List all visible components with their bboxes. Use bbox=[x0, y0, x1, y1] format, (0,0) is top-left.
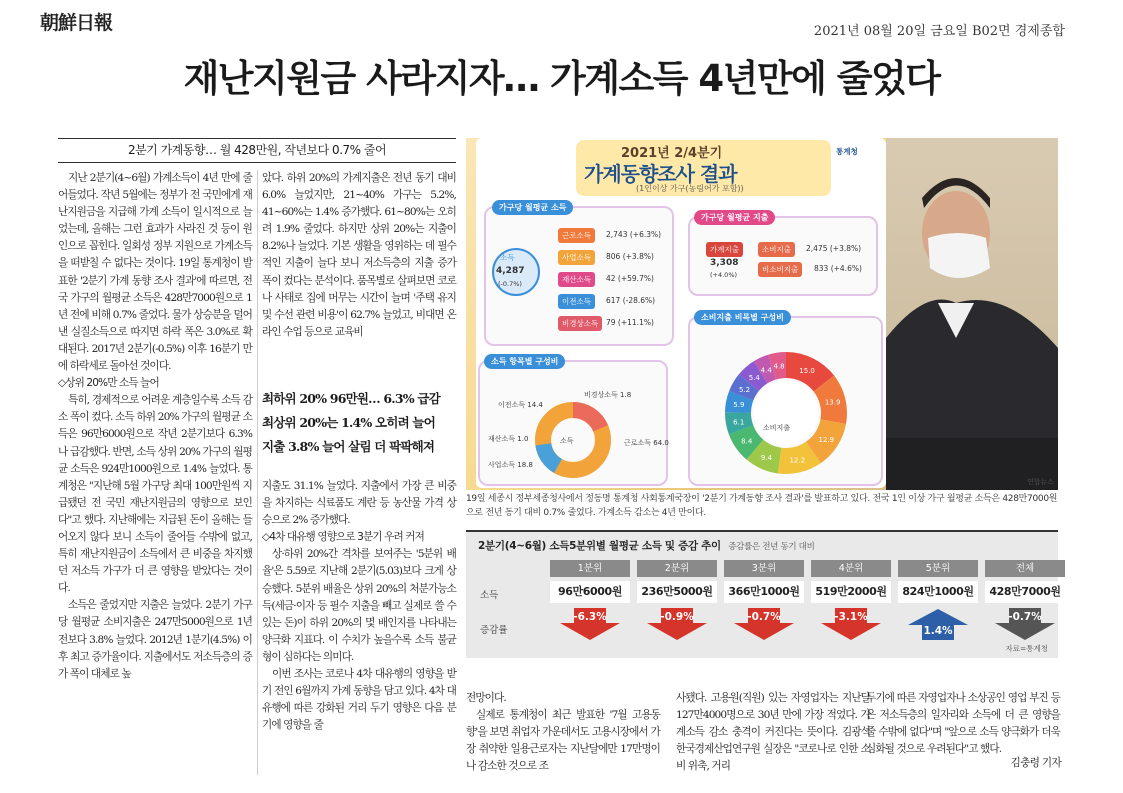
paragraph: 이번 조사는 코로나 4차 대유행의 영향을 받기 전인 6월까지 가계 동향을 담고 있다. 4차 대유행에 따른 강화된 거리 두기 영향은 다음 분기에 영향을 줄 bbox=[262, 668, 456, 732]
headline: 재난지원금 사라지자… 가계소득 4년만에 줄었다 bbox=[183, 57, 940, 100]
income-item-label: 사업소득 bbox=[558, 250, 595, 265]
consumption-slice-label: 13.9 bbox=[824, 398, 841, 407]
income-item-label: 재산소득 bbox=[558, 272, 595, 287]
quintile-change bbox=[550, 607, 630, 641]
quintile-column bbox=[724, 560, 804, 641]
donut-center bbox=[754, 381, 818, 445]
paragraph: 소득은 줄었지만 지출은 늘었다. 2분기 가구당 월평균 소비지출은 247만5000원으로 1년 전보다 3.8% 늘었다. 2012년 1분기(4.5%) 이후 최고 증가율이다. 지출에서도 저소득층의 증가 폭이 대체로 높 bbox=[58, 599, 252, 680]
quintile-income: 366만1000원 bbox=[724, 581, 804, 603]
pull-quotes bbox=[262, 387, 456, 459]
consumption-slice-label: 5.9 bbox=[733, 400, 745, 409]
pull-quote: 최하위 20% 96만원… 6.3% 급감 bbox=[262, 391, 440, 406]
income-item-value: 2,743 (+6.3%) bbox=[606, 230, 662, 239]
board-year: 2021년 2/4분기 bbox=[621, 146, 723, 161]
news-photo: 2021년 2/4분기 가계동향조사 결과 (1인이상 가구(농림어가 포함)) 통계청 가구당 월평균 소득 소득 4,287 (-0.7%) 가구당 월평균 지출 가계지출 3,308 (+4.0%) 소비지출 2,475 (+3.8%) 비소비지출 833 (+4.6%) 소득 항목별 구성비 소득 소비지출 비목별 구성비 15.0 13.9 12.9 12.2 9.4 8.4 6.1 5.9 5.2 5.4 4.4 4.8 소비지출 연합뉴스 근로소득 2,743 (+6.3%) 사업소득 806 (+3.8%) 재산소득 42 (+59.7%) 이전소득 617 (-28.6%) 비경상소득 79 (+11.1%) 이전소득 14.4 비경상소득 1.8 재산소득 1.0 근로소득 64.0 사업소득 18.8 bbox=[466, 138, 1058, 490]
consumption-donut bbox=[716, 348, 856, 478]
panel-title: 소비지출 비목별 구성비 bbox=[694, 310, 791, 325]
change-value: -0.7% bbox=[747, 611, 781, 623]
table-subtitle: 증감률은 전년 동기 대비 bbox=[728, 542, 815, 552]
statistics-korea-logo: 통계청 bbox=[836, 147, 858, 156]
table-source: 자료=통계청 bbox=[1005, 644, 1048, 653]
photo-caption: 19일 세종시 정부세종청사에서 정동명 통계청 사회통계국장이 '2분기 가계동향 조사 결과'를 발표하고 있다. 전국 1인 이상 가구 월평균 소득은 428만7000원으로 전년 동기 대비 0.7% 줄었다. 가계소득 감소는 4년 만이다. bbox=[466, 494, 1058, 518]
quintile-header: 5분위 bbox=[898, 560, 978, 577]
composition-label: 재산소득 1.0 bbox=[488, 435, 529, 443]
pull-quote: 최상위 20%는 1.4% 오히려 늘어 bbox=[262, 415, 435, 430]
paragraph: 사됐다. 고용원(직원) 있는 자영업자는 지난달 127만4000명으로 30년 만에 가장 적었다. 가계소득 감소 충격이 커진다는 뜻이다. 김광석 한국경제산업연구원 실장은 "코로나로 인한 소비 위축, 거리 bbox=[676, 692, 870, 773]
quintile-header: 1분위 bbox=[550, 560, 630, 577]
board-subtitle: (1인이상 가구(농림어가 포함)) bbox=[636, 184, 744, 193]
consumption-slice-label: 8.4 bbox=[741, 437, 753, 446]
quintile-income: 96만6000원 bbox=[550, 581, 630, 603]
consumption-slice-label: 5.2 bbox=[738, 385, 751, 394]
consumption-slice-label: 4.8 bbox=[773, 362, 785, 371]
section-subhead: ◇상위 20%만 소득 늘어 bbox=[58, 377, 159, 390]
quintile-column bbox=[550, 560, 630, 641]
composition-label: 비경상소득 1.8 bbox=[584, 391, 632, 399]
income-item-label: 이전소득 bbox=[558, 294, 595, 309]
income-quintile-table bbox=[466, 530, 1061, 658]
quintile-column bbox=[811, 560, 891, 641]
change-value: 1.4% bbox=[923, 625, 953, 637]
subheadline: 2분기 가계동향… 월 428만원, 작년보다 0.7% 줄어 bbox=[58, 138, 456, 163]
article-column-2-lower bbox=[262, 478, 456, 732]
presenter-silhouette bbox=[886, 138, 1058, 490]
pull-quote: 지출 3.8% 늘어 살림 더 팍팍해져 bbox=[262, 439, 435, 454]
paragraph: 지난 2분기(4~6월) 가계소득이 4년 만에 줄어들었다. 작년 5월에는 정부가 전 국민에게 재난지원금을 지급해 가계 소득이 일시적으로 늘었는데, 올해는 그런 효과가 사라진 것 등이 원인으로 꼽힌다. 일회성 정부 지원으로 가계소득을 떠받칠 수 없다는 것이다. 19일 통계청이 발표한 '2분기 가계 동향 조사 결과'에 따르면, 전국 가구의 월평균 소득은 428만7000원으로 1년 전에 비해 0.7% 줄었다. 물가 상승분을 덜어낸 실질소득으로 따지면 하락 폭은 3.0%로 확대된다. 2017년 2분기(-0.5%) 이후 16분기 만에 하락세로 돌아선 것이다. bbox=[58, 172, 252, 373]
column-divider bbox=[257, 170, 258, 775]
quintile-column bbox=[898, 560, 978, 641]
dateline: 2021년 08월 20일 금요일 B02면 경제종합 bbox=[813, 24, 1065, 39]
presenter-photo bbox=[886, 138, 1058, 490]
change-value: -0.7% bbox=[1008, 611, 1042, 623]
paragraph: 상·하위 20%간 격차를 보여주는 '5분위 배율'은 5.59로 지난해 2분기(5.03)보다 크게 상승했다. 5분위 배율은 상위 20%의 처분가능소득(세금·이자 등 필수 지출을 빼고 실제로 쓸 수 있는 돈)이 하위 20%의 몇 배인지를 나타내는 양극화 지표다. 이 수치가 높을수록 소득 불균형이 심하다는 의미다. bbox=[262, 548, 456, 663]
quintile-column bbox=[985, 560, 1065, 641]
income-item-label: 근로소득 bbox=[558, 228, 595, 243]
newspaper-masthead: 朝鮮日報 bbox=[40, 12, 113, 34]
consumption-slice-label: 15.0 bbox=[799, 366, 815, 375]
quintile-header: 3분위 bbox=[724, 560, 804, 577]
composition-label: 근로소득 64.0 bbox=[624, 439, 669, 447]
paragraph: 두기에 따른 자영업자나 소상공인 영업 부진 등은 저소득층의 일자리와 소득에 더 큰 영향을 줄 수밖에 없다"며 "앞으로 소득 양극화가 더욱 심화될 것으로 우려된다"고 했다. bbox=[866, 692, 1060, 756]
change-value: -3.1% bbox=[834, 611, 868, 623]
paragraph: 실제로 통계청이 최근 발표한 '7월 고용동향'을 보면 취업자 가운데서도 고용시장에서 가장 취약한 일용근로자는 지난달에만 17만명이나 감소한 것으로 조 bbox=[466, 709, 660, 773]
panel-title: 가구당 월평균 소득 bbox=[492, 200, 573, 215]
change-value: -6.3% bbox=[573, 611, 607, 623]
quintile-header: 2분위 bbox=[637, 560, 717, 577]
income-item-value: 806 (+3.8%) bbox=[606, 252, 654, 261]
consumption-slice-label: 4.4 bbox=[760, 366, 772, 375]
income-item-value: 617 (-28.6%) bbox=[606, 296, 656, 305]
income-item-value: 42 (+59.7%) bbox=[606, 274, 654, 283]
panel-title: 가구당 월평균 지출 bbox=[694, 210, 775, 225]
paragraph: 특히, 경제적으로 어려운 계층일수록 소득 감소 폭이 컸다. 소득 하위 20% 가구의 월평균 소득은 96만6000원으로 작년 2분기보다 6.3%나 급감했다. 반면, 소득 상위 20% 가구의 월평균 소득은 924만1000원으로 1.4% 늘었다. 통계청은 "지난해 5월 가구당 최대 100만원씩 지급됐던 전 국민 재난지원금의 영향으로 보인다"고 했다. 지난해에는 지급된 돈이 올해는 들어오지 않다 보니 소득이 줄어들 수밖에 없고, 특히 재난지원금이 소득에서 큰 비중을 차지했던 저소득 가구가 더 큰 영향을 받았다는 것이다. bbox=[58, 394, 252, 595]
quintile-change bbox=[898, 607, 978, 641]
article-column-1 bbox=[58, 170, 252, 775]
article-column-3 bbox=[466, 690, 660, 780]
article-column-2 bbox=[262, 170, 456, 378]
photo-credit: 연합뉴스 bbox=[1026, 478, 1054, 486]
consumption-slice-label: 12.2 bbox=[789, 456, 806, 465]
quintile-change bbox=[985, 607, 1065, 641]
article-column-4 bbox=[676, 690, 870, 780]
quintile-income: 519만2000원 bbox=[811, 581, 891, 603]
consumption-slice-label: 12.9 bbox=[818, 436, 835, 445]
paragraph: 전망이다. bbox=[466, 692, 506, 704]
quintile-income: 824만1000원 bbox=[898, 581, 978, 603]
table-title: 2분기(4~6월) 소득5분위별 월평균 소득 및 증감 추이 증감률은 전년 동기 대비 bbox=[478, 540, 815, 552]
income-item-value: 79 (+11.1%) bbox=[606, 318, 654, 327]
composition-label: 사업소득 18.8 bbox=[488, 461, 533, 469]
paragraph: 지출도 31.1% 늘었다. 지출에서 가장 큰 비중을 차지하는 식료품도 계란 등 농산물 가격 상승으로 2% 증가했다. bbox=[262, 480, 456, 527]
row-label-change: 증감률 bbox=[480, 625, 508, 636]
quintile-header: 4분위 bbox=[811, 560, 891, 577]
consumption-slice-label: 5.4 bbox=[748, 373, 760, 382]
change-value: -0.9% bbox=[660, 611, 694, 623]
composition-label: 이전소득 14.4 bbox=[498, 401, 543, 409]
quintile-income: 428만7000원 bbox=[985, 581, 1065, 603]
section-subhead: ◇4차 대유행 영향으로 3분기 우려 커져 bbox=[262, 531, 424, 544]
quintile-header: 전체 bbox=[985, 560, 1065, 577]
quintile-change bbox=[724, 607, 804, 641]
quintile-income: 236만5000원 bbox=[637, 581, 717, 603]
consumption-slice-label: 9.4 bbox=[760, 453, 773, 462]
board-title: 가계동향조사 결과 bbox=[584, 162, 737, 186]
income-item-label: 비경상소득 bbox=[558, 316, 602, 331]
quintile-column bbox=[637, 560, 717, 641]
row-label-income: 소득 bbox=[480, 590, 499, 601]
byline: 김충령 기자 bbox=[1010, 757, 1061, 769]
quintile-change bbox=[637, 607, 717, 641]
consumption-slice-label: 6.1 bbox=[733, 418, 745, 427]
article-column-5 bbox=[866, 690, 1060, 754]
quintile-change bbox=[811, 607, 891, 641]
panel-title: 소득 항목별 구성비 bbox=[484, 354, 565, 369]
paragraph: 았다. 하위 20%의 가계지출은 전년 동기 대비 6.0% 늘었지만, 21~40% 가구는 5.2%, 41~60%는 1.4% 증가했다. 61~80%는 오히려 1.9% 줄었다. 하지만 상위 20%는 지출이 8.2%나 늘었다. 기본 생활을 영위하는 데 필수적인 지출이 늘다 보니 저소득층의 지출 증가 폭이 컸다는 분석이다. 품목별로 살펴보면 코로나 사태로 집에 머무는 시간이 늘며 '주택 유지 및 수선 관련 비용'이 62.7% 늘었고, 비대면 온라인 수업 등으로 교육비 bbox=[262, 172, 456, 338]
